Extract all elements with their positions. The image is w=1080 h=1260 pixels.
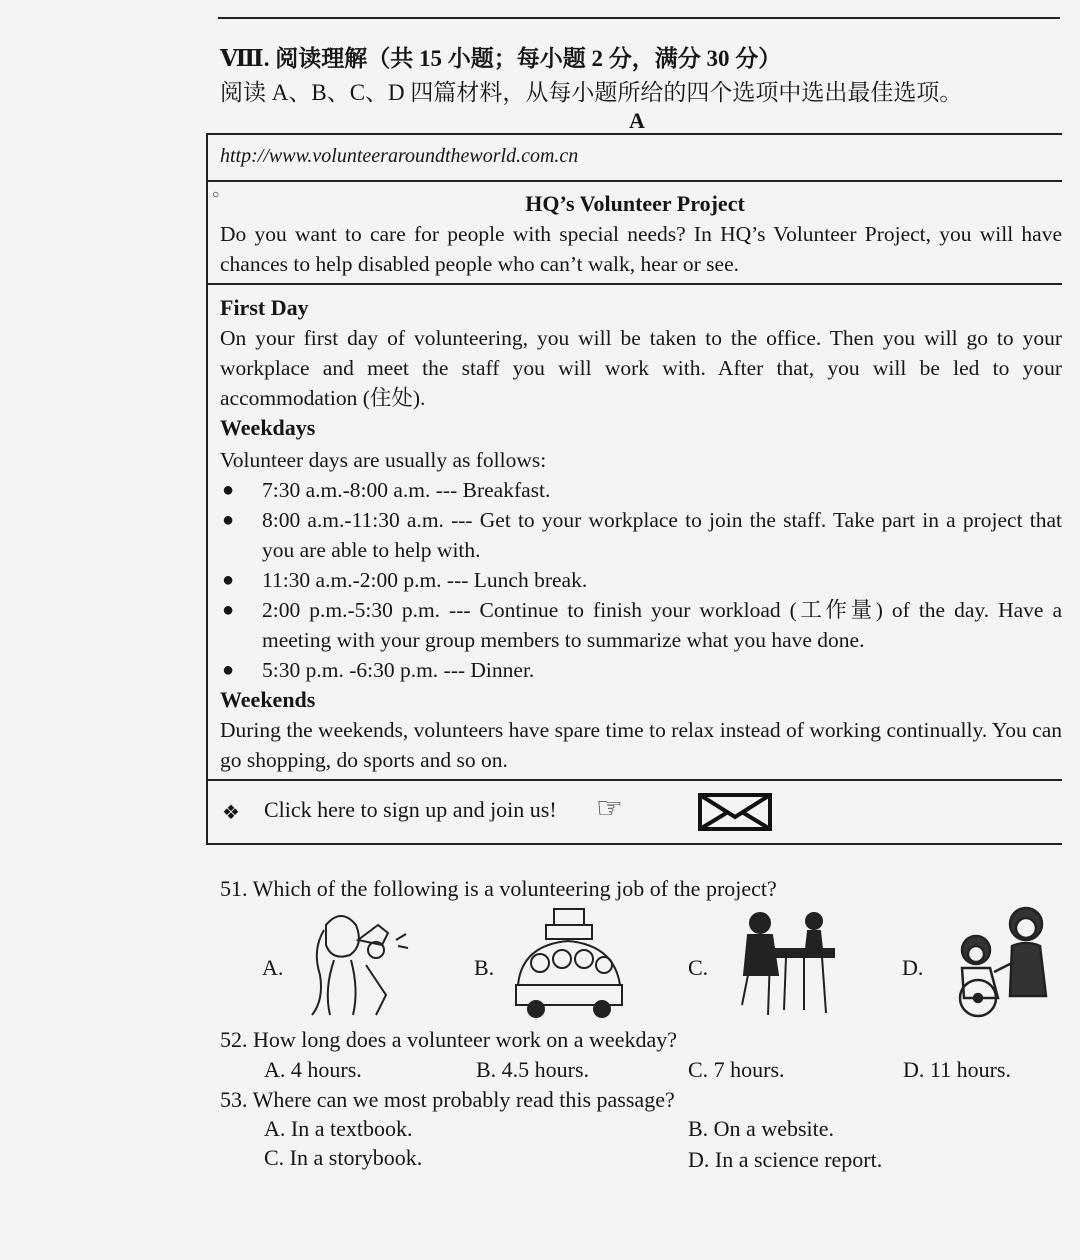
option-b: B. 4.5 hours.	[476, 1057, 590, 1082]
pointing-hand-icon[interactable]: ☞	[596, 792, 623, 825]
option-b: B. On a website.	[688, 1116, 835, 1141]
divider	[208, 133, 1062, 135]
car-with-passengers-drawing	[510, 905, 628, 1023]
passage-letter: A	[629, 108, 645, 133]
project-title: HQ’s Volunteer Project	[525, 191, 745, 216]
bullet-icon: ●	[222, 569, 235, 591]
bullet-icon: ●	[222, 599, 235, 621]
intro-text: Do you want to care for people with special needs? In HQ’s Volunteer Project, you will have chances to help disabled people who can’t walk, hear or see.	[220, 222, 1062, 276]
helping-wheelchair-user-drawing	[938, 902, 1058, 1022]
signup-link[interactable]: Click here to sign up and join us!	[264, 797, 557, 822]
question-52: 52. How long does a volunteer work on a weekday?	[220, 1027, 677, 1052]
option-label: C.	[688, 955, 709, 980]
option-label: A.	[262, 955, 284, 980]
weekdays-lead: Volunteer days are usually as follows:	[220, 448, 547, 472]
window-dot-icon: ○	[212, 187, 220, 201]
diamond-bullet-icon: ❖	[222, 802, 240, 824]
bullet-icon: ●	[222, 659, 235, 681]
option-label: D.	[902, 955, 924, 980]
weekdays-heading: Weekdays	[220, 415, 316, 440]
option-d: D. 11 hours.	[903, 1057, 1011, 1082]
schedule-item: 11:30 a.m.-2:00 p.m. --- Lunch break.	[262, 568, 588, 592]
section-instructions: 阅读 A、B、C、D 四篇材料，从每小题所给的四个选项中选出最佳选项。	[220, 80, 963, 105]
question-51: 51. Which of the following is a volunteering job of the project?	[220, 876, 777, 901]
option-d: D. In a science report.	[688, 1147, 883, 1172]
option-label: B.	[474, 955, 495, 980]
option-c: C. In a storybook.	[264, 1145, 423, 1170]
schedule-item: 7:30 a.m.-8:00 a.m. --- Breakfast.	[262, 478, 551, 502]
schedule-item: 2:00 p.m.-5:30 p.m. --- Continue to finish your workload (工作量) of the day. Have a meeting with your group members to summarize what you have done.	[262, 598, 1062, 652]
envelope-icon[interactable]	[698, 793, 772, 831]
first-day-heading: First Day	[220, 295, 309, 320]
question-53: 53. Where can we most probably read this passage?	[220, 1087, 675, 1112]
divider	[208, 180, 1062, 182]
first-day-text: On your first day of volunteering, you will be taken to the office. Then you will go to your workplace and meet the staff you will work with. After that, you will be led to your accommodation (住处).	[220, 326, 1062, 410]
weekends-heading: Weekends	[220, 687, 316, 712]
woman-in-flowers-drawing	[296, 905, 416, 1020]
weekends-text: During the weekends, volunteers have spare time to relax instead of working continually. You can go shopping, do sports and so on.	[220, 718, 1062, 772]
option-a: A. In a textbook.	[264, 1116, 413, 1141]
bullet-icon: ●	[222, 509, 235, 531]
option-a: A. 4 hours.	[264, 1057, 362, 1082]
divider	[208, 779, 1062, 781]
person-at-table-drawing	[722, 905, 840, 1020]
url-bar[interactable]: http://www.volunteeraroundtheworld.com.cn	[220, 145, 579, 167]
section-heading: Ⅷ. 阅读理解（共 15 小题；每小题 2 分，满分 30 分）	[220, 46, 782, 71]
schedule-item: 5:30 p.m. -6:30 p.m. --- Dinner.	[262, 658, 535, 682]
top-rule	[218, 17, 1060, 19]
schedule-item: 8:00 a.m.-11:30 a.m. --- Get to your workplace to join the staff. Take part in a project that you are able to help with.	[262, 508, 1062, 562]
option-c: C. 7 hours.	[688, 1057, 785, 1082]
divider	[208, 283, 1062, 285]
bullet-icon: ●	[222, 479, 235, 501]
webpage-box	[206, 133, 1062, 845]
